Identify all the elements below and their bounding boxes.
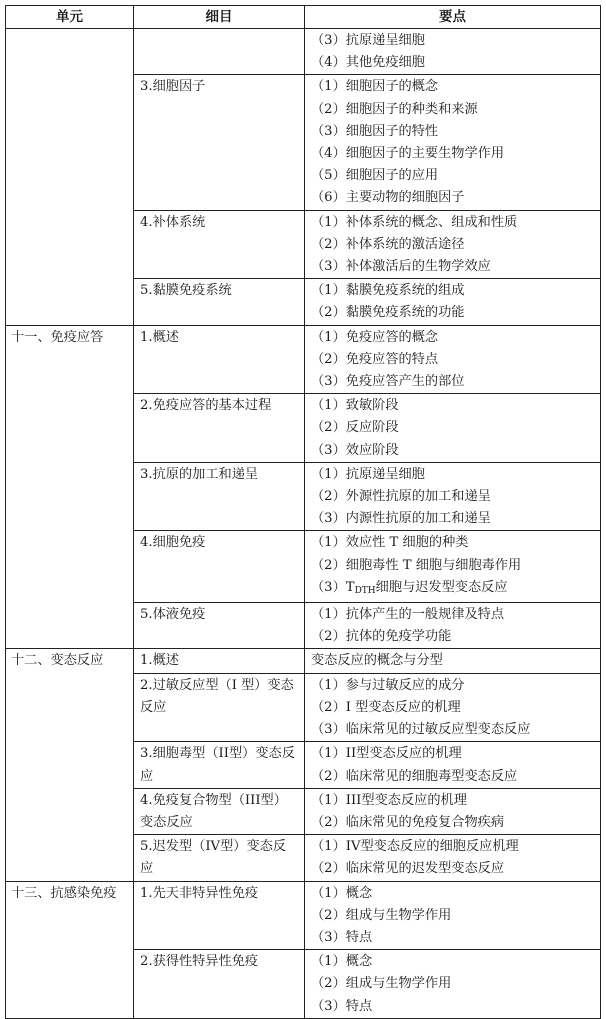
item-label: 4.免疫复合物型（III型）变态反应 <box>140 792 287 830</box>
point-item: （1）概念 <box>311 954 373 970</box>
point-item: （1）补体系统的概念、组成和性质 <box>311 214 518 230</box>
header-item: 细目 <box>134 6 305 29</box>
item-cell <box>134 29 305 75</box>
item-cell <box>134 603 305 649</box>
syllabus-table <box>5 5 601 1019</box>
item-cell <box>134 835 305 881</box>
points-cell <box>305 462 601 531</box>
header-points: 要点 <box>305 6 601 29</box>
item-cell <box>134 279 305 325</box>
item-label: 1.概述 <box>140 653 179 669</box>
points-cell <box>305 649 601 673</box>
table-row <box>6 881 601 950</box>
point-item: （1）免疫应答的概念 <box>311 329 439 345</box>
point-item: （3）补体激活后的生物学效应 <box>311 259 491 275</box>
item-cell <box>134 881 305 950</box>
point-item: （4）其他免疫细胞 <box>311 55 425 71</box>
table-row <box>6 325 601 394</box>
point-item: （1）II型变态反应的机理 <box>311 746 462 762</box>
table-row <box>6 649 601 673</box>
point-item: （5）细胞因子的应用 <box>311 168 439 184</box>
item-cell <box>134 462 305 531</box>
item-label: 5.黏膜免疫系统 <box>140 283 232 299</box>
item-cell <box>134 210 305 279</box>
point-item: （3）细胞因子的特性 <box>311 123 439 139</box>
points-cell <box>305 29 601 75</box>
point-item: （2）组成与生物学作用 <box>311 976 452 992</box>
point-item: （2）免疫应答的特点 <box>311 351 439 367</box>
point-item: （2）反应阶段 <box>311 420 399 436</box>
points-cell <box>305 279 601 325</box>
point-item: （3）临床常见的过敏反应型变态反应 <box>311 722 531 738</box>
item-cell <box>134 75 305 210</box>
points-cell <box>305 394 601 463</box>
unit-cell <box>6 881 134 1018</box>
item-label: 5.体液免疫 <box>140 607 206 623</box>
item-label: 3.抗原的加工和递呈 <box>140 466 259 482</box>
points-cell <box>305 531 601 603</box>
item-label: 2.过敏反应型（I 型）变态反应 <box>140 677 294 715</box>
item-label: 2.免疫应答的基本过程 <box>140 398 272 414</box>
point-item: （1）效应性 T 细胞的种类 <box>311 535 469 551</box>
point-item: （2）细胞因子的种类和来源 <box>311 101 478 117</box>
point-item: （1）细胞因子的概念 <box>311 79 439 95</box>
point-item: （1）致敏阶段 <box>311 398 399 414</box>
points-cell <box>305 742 601 788</box>
point-item: （1）IV型变态反应的细胞反应机理 <box>311 839 519 855</box>
unit-cell <box>6 29 134 326</box>
item-cell <box>134 673 305 742</box>
item-cell <box>134 649 305 673</box>
item-label: 5.迟发型（IV型）变态反应 <box>140 839 287 877</box>
unit-label <box>6 29 133 30</box>
point-item: （1）III型变态反应的机理 <box>311 792 467 808</box>
points-cell <box>305 788 601 834</box>
item-cell <box>134 325 305 394</box>
point-item: （1）抗原递呈细胞 <box>311 466 425 482</box>
point-item: （2）补体系统的激活途径 <box>311 236 465 252</box>
point-item: （2）临床常见的细胞毒型变态反应 <box>311 768 518 784</box>
point-item: （2）I 型变态反应的机理 <box>311 699 461 715</box>
header-unit: 单元 <box>6 6 134 29</box>
points-cell <box>305 673 601 742</box>
point-item: $(3)T_{DTH}$细胞与迟发型变态反应 <box>311 579 508 596</box>
point-item: （3）内源性抗原的加工和递呈 <box>311 511 491 527</box>
item-label: 4.补体系统 <box>140 214 206 230</box>
point-item: （1）黏膜免疫系统的组成 <box>311 283 465 299</box>
point-item: （2）临床常见的迟发型变态反应 <box>311 861 505 877</box>
point-item: （2）临床常见的免疫复合物疾病 <box>311 814 505 830</box>
point-item: （2）细胞毒性 T 细胞与细胞毒作用 <box>311 557 522 573</box>
point-item: （1）参与过敏反应的成分 <box>311 677 465 693</box>
points-cell <box>305 950 601 1019</box>
point-item: （2）组成与生物学作用 <box>311 907 452 923</box>
item-cell <box>134 531 305 603</box>
item-label <box>134 29 304 30</box>
item-cell <box>134 394 305 463</box>
table-body <box>6 29 601 1019</box>
unit-label: 十三、抗感染免疫 <box>11 885 117 901</box>
unit-cell <box>6 325 134 649</box>
point-item: （1）概念 <box>311 885 373 901</box>
item-label: 1.先天非特异性免疫 <box>140 885 259 901</box>
point-item: （6）主要动物的细胞因子 <box>311 190 465 206</box>
unit-label: 十一、免疫应答 <box>11 329 104 345</box>
point-item: （3）特点 <box>311 998 373 1014</box>
points-cell <box>305 881 601 950</box>
item-label: 3.细胞毒型（II型）变态反应 <box>140 746 295 784</box>
points-cell <box>305 835 601 881</box>
item-label: 2.获得性特异性免疫 <box>140 954 259 970</box>
point-item: （2）外源性抗原的加工和递呈 <box>311 489 491 505</box>
point-item: （2）黏膜免疫系统的功能 <box>311 305 465 321</box>
points-cell <box>305 603 601 649</box>
point-item: （1）抗体产生的一般规律及特点 <box>311 607 505 623</box>
point-item: （3）特点 <box>311 929 373 945</box>
points-cell <box>305 210 601 279</box>
item-cell <box>134 788 305 834</box>
item-label: 4.细胞免疫 <box>140 535 206 551</box>
point-item: （3）效应阶段 <box>311 442 399 458</box>
point-item: 变态反应的概念与分型 <box>311 653 443 669</box>
item-cell <box>134 950 305 1019</box>
point-item: （3）抗原递呈细胞 <box>311 33 425 48</box>
unit-cell <box>6 649 134 881</box>
table-row <box>6 29 601 75</box>
point-item: （3）免疫应答产生的部位 <box>311 374 465 390</box>
point-item: （2）抗体的免疫学功能 <box>311 629 452 645</box>
item-label: 3.细胞因子 <box>140 79 206 95</box>
points-cell <box>305 75 601 210</box>
point-item: （4）细胞因子的主要生物学作用 <box>311 146 505 162</box>
item-label: 1.概述 <box>140 329 179 345</box>
unit-label: 十二、变态反应 <box>11 653 104 669</box>
points-cell <box>305 325 601 394</box>
item-cell <box>134 742 305 788</box>
header-row <box>6 6 601 29</box>
